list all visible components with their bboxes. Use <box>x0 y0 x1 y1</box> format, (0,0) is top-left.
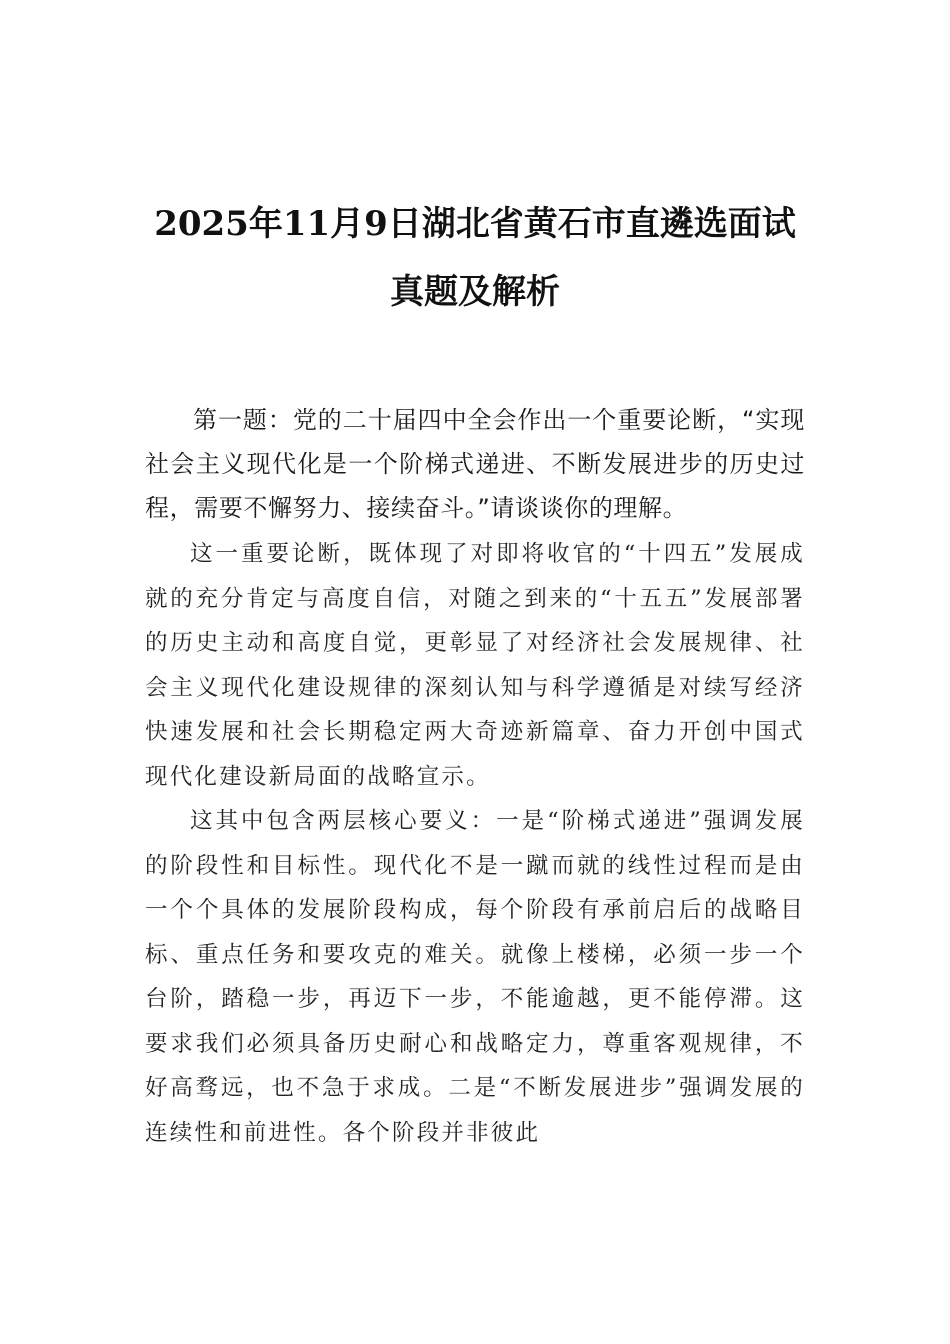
answer-paragraph-2: 这其中包含两层核心要义：一是“阶梯式递进”强调发展的阶段性和目标性。现代化不是一蹴而就的线性过程而是由一个个具体的发展阶段构成，每个阶段有承前启后的战略目标、重点任务和要攻克的难关。就像上楼梯，必须一步一个台阶，踏稳一步，再迈下一步，不能逾越，更不能停滞。这要求我们必须具备历史耐心和战略定力，尊重客观规律，不好高骛远，也不急于求成。二是“不断发展进步”强调发展的连续性和前进性。各个阶段并非彼此 <box>145 808 805 1146</box>
title-line-2: 真题及解析 <box>390 272 560 312</box>
document-title <box>100 190 850 326</box>
document-body <box>145 398 805 1155</box>
question-paragraph: 第一题：党的二十届四中全会作出一个重要论断，“实现社会主义现代化是一个阶梯式递进、不断发展进步的历史过程，需要不懈努力、接续奋斗。”请谈谈你的理解。 <box>145 406 805 522</box>
title-line-1: 2025年11月9日湖北省黄石市直遴选面试 <box>154 204 796 244</box>
answer-paragraph-1: 这一重要论断，既体现了对即将收官的“十四五”发展成就的充分肯定与高度自信，对随之到来的“十五五”发展部署的历史主动和高度自觉，更彰显了对经济社会发展规律、社会主义现代化建设规律的深刻认知与科学遵循是对续写经济快速发展和社会长期稳定两大奇迹新篇章、奋力开创中国式现代化建设新局面的战略宣示。 <box>145 541 805 790</box>
